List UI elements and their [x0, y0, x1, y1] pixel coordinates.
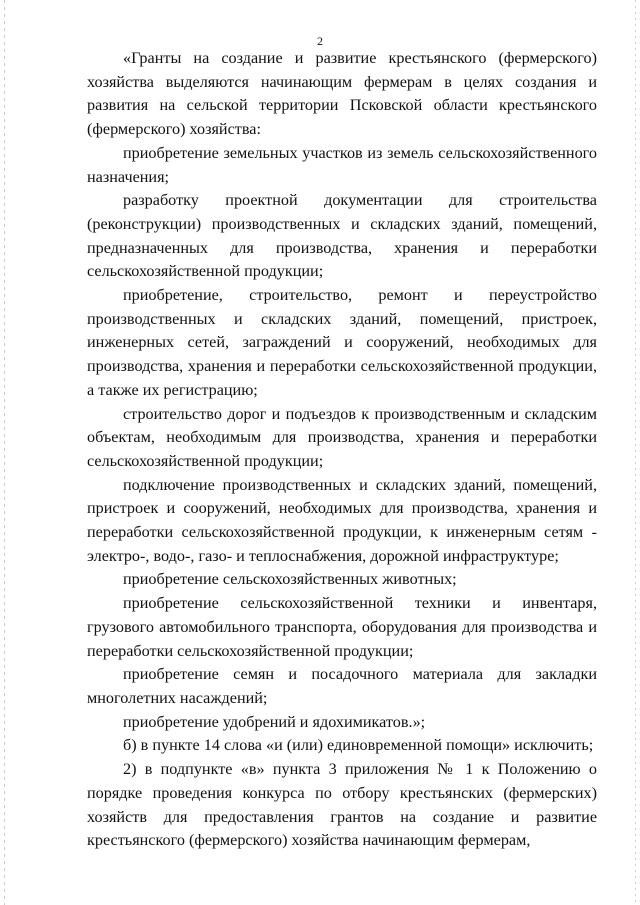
- paragraph-seeds: приобретение семян и посадочного материала для закладки многолетних насаждений;: [87, 665, 597, 707]
- paragraph-fertilizers: приобретение удобрений и ядохимикатов.»;: [123, 712, 426, 731]
- scan-edge-right: [635, 0, 636, 905]
- paragraph-item-b: б) в пункте 14 слова «и (или) единовременной помощи» исключить;: [123, 736, 594, 755]
- paragraph-roads: строительство дорог и подъездов к производственным и складским объектам, необходимым для производства, хранения и переработки сельскохозяйственной продукции;: [87, 404, 597, 470]
- document-body: [87, 47, 597, 853]
- paragraph-construction-repair: приобретение, строительство, ремонт и переустройство производственных и складских зданий, помещений, пристроек, инженерных сетей, заграждений и сооружений, необходимых для производства, хранения и переработки сельскохозяйственной продукции, а также их регистрацию;: [87, 286, 597, 399]
- paragraph-grants-intro: «Гранты на создание и развитие крестьянского (фермерского) хозяйства выделяются начинающим фермерам в целях создания и развития на сельской территории Псковской области крестьянского (фермерского) хозяйства:: [87, 49, 597, 139]
- paragraph-livestock: приобретение сельскохозяйственных животных;: [123, 570, 457, 589]
- paragraph-item-2: 2) в подпункте «в» пункта 3 приложения № 1 к Положению о порядке проведения конкурса по отбору крестьянских (фермерских) хозяйств для предоставления грантов на создание и развитие крестьянского (фермерского) хозяйства начинающим фермерам,: [87, 760, 597, 850]
- paragraph-land-acquisition: приобретение земельных участков из земель сельскохозяйственного назначения;: [87, 143, 597, 186]
- paragraph-utility-connection: подключение производственных и складских зданий, помещений, пристроек и сооружений, необходимых для производства, хранения и переработки сельскохозяйственной продукции, к инженерным сетям - электро-, водо-, газо- и теплоснабжения, дорожной инфраструктуре;: [87, 475, 597, 565]
- paragraph-machinery: приобретение сельскохозяйственной техники и инвентаря, грузового автомобильного транспорта, оборудования для производства и переработки сельскохозяйственной продукции;: [87, 594, 597, 660]
- scan-edge-left: [4, 0, 5, 905]
- paragraph-design-documentation: разработку проектной документации для строительства (реконструкции) производственных и складских зданий, помещений, предназначенных для производства, хранения и переработки сельскохозяйственной продукции;: [87, 191, 597, 281]
- page-number: 2: [317, 34, 323, 48]
